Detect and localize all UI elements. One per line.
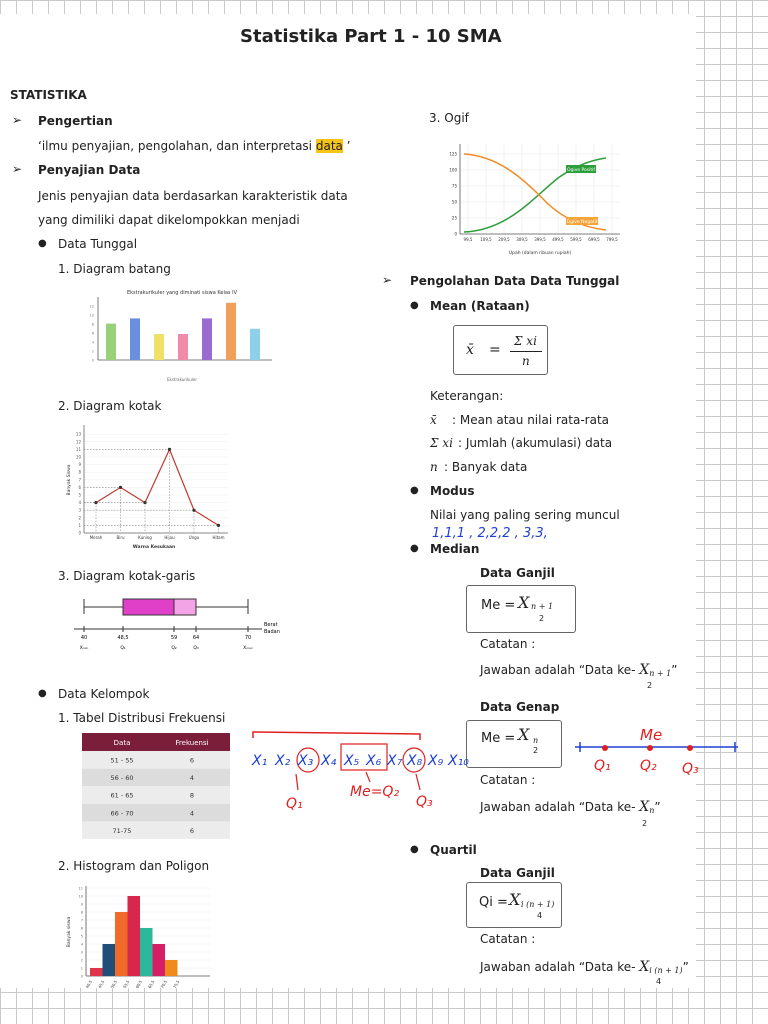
- bullet-icon: ●: [38, 238, 47, 249]
- highlighted-word: data: [315, 139, 343, 153]
- annotation-seq-item: X₂: [275, 753, 291, 769]
- me-genap-x: X: [518, 725, 530, 744]
- histogram-x-tick: 65,5: [146, 979, 156, 988]
- annotation-seq-item: X₉: [428, 753, 444, 769]
- line-chart-y-tick: 3: [78, 507, 81, 513]
- bar-chart-y-tick: 0: [91, 358, 94, 363]
- bar-chart-y-tick: 2: [91, 349, 94, 354]
- table-cell-frekuensi: 6: [189, 826, 195, 835]
- penyajian-line-2: yang dimiliki dapat dikelompokkan menjadi: [38, 213, 300, 227]
- line-chart-y-tick: 10: [75, 454, 81, 460]
- jawaban-genap-den: 2: [642, 819, 648, 828]
- histogram-x-tick: 50,5: [109, 979, 118, 988]
- annotation-seq-item: X₈: [407, 753, 423, 769]
- jawaban-x: X: [639, 959, 650, 975]
- ogive-x-tick: 699,5: [588, 237, 600, 242]
- mean-label: Mean (Rataan): [430, 299, 530, 313]
- line-chart-x-tick: Merah: [89, 535, 103, 540]
- histogram-y-tick: 3: [80, 950, 83, 955]
- histogram-x-tick: 40,5: [84, 979, 93, 988]
- modus-handwriting: 1,1,1 , 2,2,2 , 3,3,: [432, 526, 548, 541]
- annotation-sequence: [251, 753, 469, 769]
- qi-lhs: Qi =: [479, 895, 508, 910]
- ogive-x-tick: 399,5: [534, 237, 546, 242]
- ogive-legend-positive: Ogive Positif: [566, 168, 596, 173]
- jawaban-quartil-den: 4: [656, 977, 662, 986]
- me-ganjil-x: X: [518, 593, 530, 612]
- line-chart-y-tick: 0: [78, 530, 81, 536]
- jawaban-prefix: Jawaban adalah “Data ke-: [480, 960, 640, 974]
- annotation-seq-item: X₄: [321, 753, 337, 769]
- mean-denominator: n: [522, 354, 530, 368]
- annotation-point-q3: [687, 745, 693, 751]
- line-chart-y-tick: 12: [75, 439, 81, 445]
- penyajian-label: Penyajian Data: [38, 163, 141, 177]
- boxplot-side-label: Berat: [264, 622, 278, 628]
- table-cell-frekuensi: 6: [189, 756, 195, 765]
- qi-sub: i (n + 1): [521, 900, 555, 909]
- ogive-x-tick: 599,5: [570, 237, 582, 242]
- histogram-x-tick: 70,5: [159, 979, 168, 988]
- histogram-y-tick: 8: [80, 910, 83, 915]
- table-cell-frekuensi: 4: [189, 809, 195, 818]
- table-header-frekuensi: Frekuensi: [175, 739, 209, 747]
- ket-text-n: : Banyak data: [444, 460, 528, 474]
- bullet-icon: ●: [410, 844, 419, 855]
- histogram-x-tick: 60,5: [134, 979, 143, 988]
- annotation-me-right: Me: [640, 726, 663, 744]
- ogif-label: 3. Ogif: [429, 111, 469, 125]
- ket-text-sum: : Jumlah (akumulasi) data: [458, 436, 613, 450]
- ogive-x-tick: 209,5: [498, 237, 510, 242]
- ogive-y-tick: 100: [449, 167, 457, 173]
- jawaban-sub: i (n + 1): [649, 966, 683, 975]
- arrow-bullet-icon: ➢: [12, 162, 23, 176]
- annotation-q1: Q₁: [286, 796, 303, 812]
- mean-numerator: Σ xi: [514, 334, 537, 348]
- line-chart-y-tick: 13: [75, 431, 81, 437]
- catatan-label: Catatan :: [480, 637, 536, 651]
- ogive-x-tick: 499,5: [552, 237, 564, 242]
- me-genap-sub: n: [533, 736, 539, 745]
- ogive-y-tick: 75: [451, 183, 457, 189]
- penyajian-line-1: Jenis penyajian data berdasarkan karakteristik data: [38, 189, 348, 203]
- line-chart-y-tick: 2: [78, 515, 81, 521]
- annotation-seq-item: X₅: [344, 753, 360, 769]
- item-tabel-distribusi: 1. Tabel Distribusi Frekuensi: [58, 711, 226, 725]
- jawaban-x: X: [639, 662, 650, 678]
- ogive-y-tick: 0: [454, 231, 457, 237]
- boxplot-tick-name: Xₘᵢₙ: [79, 646, 89, 651]
- arrow-bullet-icon: ➢: [382, 273, 393, 287]
- bar-chart-y-tick: 10: [89, 313, 94, 318]
- section-heading: STATISTIKA: [10, 88, 87, 102]
- page-title: Statistika Part 1 - 10 SMA: [240, 26, 502, 47]
- boxplot-tick-value: 48,5: [117, 635, 129, 641]
- boxplot-tick-name: Xₘₐₓ: [243, 646, 253, 651]
- histogram-y-tick: 11: [78, 886, 83, 891]
- histogram-x-tick: 75,5: [171, 979, 181, 988]
- annotation-arrow: [296, 774, 298, 790]
- histogram-y-tick: 10: [78, 894, 83, 899]
- ket-symbol-sum: Σ xi: [430, 436, 453, 450]
- table-cell-frekuensi: 8: [189, 791, 195, 800]
- bar-chart-y-tick: 12: [89, 304, 94, 309]
- annotation-q3-right: Q₃: [682, 761, 699, 777]
- pengertian-close: ’: [342, 139, 351, 153]
- ogive-xlabel: Upah (dalam ribuan rupiah): [508, 251, 572, 256]
- me-ganjil-sub: n + 1: [531, 602, 554, 611]
- jawaban-prefix: Jawaban adalah “Data ke-: [480, 663, 640, 677]
- line-chart-y-tick: 5: [78, 492, 81, 498]
- median-data-genap: Data Genap: [480, 700, 560, 714]
- bar-chart-xlabel: Ekstrakurikuler: [166, 377, 198, 382]
- boxplot-tick-name: Q₁: [120, 646, 126, 651]
- annotation-arrow: [416, 774, 420, 790]
- ogive-y-tick: 125: [449, 151, 457, 157]
- quartil-label: Quartil: [430, 843, 477, 857]
- annotation-seq-item: X₁: [252, 753, 268, 769]
- boxplot-side-label: Badan: [264, 629, 280, 635]
- histogram-y-tick: 2: [80, 958, 83, 963]
- bullet-icon: ●: [410, 543, 419, 554]
- bar-chart-y-tick: 6: [91, 331, 94, 336]
- annotation-seq-item: X₇: [387, 753, 403, 769]
- me-ganjil-lhs: Me =: [481, 598, 516, 613]
- histogram-y-tick: 7: [80, 918, 83, 923]
- boxplot-tick-value: 59: [170, 635, 178, 641]
- qi-den: 4: [537, 911, 543, 920]
- boxplot-tick-value: 64: [192, 635, 200, 641]
- item-diagram-kotak-garis: 3. Diagram kotak-garis: [58, 569, 196, 583]
- jawaban-suffix: ”: [654, 800, 661, 814]
- ogive-y-tick: 25: [451, 215, 457, 221]
- jawaban-suffix: ”: [671, 663, 678, 677]
- bar-chart-title: Ekstrakurikuler yang diminati siswa Kelas IV: [126, 290, 238, 296]
- line-chart-y-tick: 11: [75, 446, 81, 452]
- data-kelompok-label: Data Kelompok: [58, 687, 150, 701]
- jawaban-ganjil-den: 2: [647, 681, 653, 690]
- annotation-q2-right: Q₂: [640, 758, 657, 774]
- arrow-bullet-icon: ➢: [12, 113, 23, 127]
- me-genap-den: 2: [533, 746, 539, 755]
- ket-symbol-mean: x̄: [430, 413, 437, 427]
- data-tunggal-label: Data Tunggal: [58, 237, 138, 251]
- annotation-point-q1: [602, 745, 608, 751]
- line-chart-y-tick: 1: [78, 522, 81, 528]
- jawaban-sub: n + 1: [649, 669, 672, 678]
- histogram-y-tick: 5: [80, 934, 83, 939]
- histogram-y-tick: 9: [80, 902, 83, 907]
- me-ganjil-den: 2: [539, 614, 545, 623]
- line-chart-y-tick: 7: [78, 477, 81, 483]
- bullet-icon: ●: [410, 300, 419, 311]
- line-chart-x-tick: Biru: [116, 535, 125, 540]
- annotation-point-q2: [647, 745, 653, 751]
- line-chart-y-tick: 4: [78, 500, 81, 506]
- ogive-legend-negative: Ogive Negatif: [566, 220, 598, 225]
- pengertian-body: ‘ilmu penyajian, pengolahan, dan interpretasi: [38, 139, 316, 153]
- table-cell-data: 61 - 65: [110, 791, 134, 800]
- pengertian-label: Pengertian: [38, 114, 113, 128]
- histogram-y-tick: 4: [80, 942, 83, 947]
- ogive-y-tick: 50: [451, 199, 457, 205]
- line-chart-x-tick: Kuning: [138, 535, 152, 540]
- line-chart-y-tick: 9: [78, 462, 81, 468]
- median-data-ganjil: Data Ganjil: [480, 566, 555, 580]
- histogram-x-tick: 45,5: [96, 979, 106, 988]
- boxplot-tick-value: 40: [80, 635, 88, 641]
- jawaban-x: X: [639, 799, 650, 815]
- table-cell-frekuensi: 4: [189, 774, 195, 783]
- histogram-y-tick: 1: [80, 966, 83, 971]
- line-chart-x-tick: Hitam: [212, 535, 225, 540]
- bullet-icon: ●: [38, 688, 47, 699]
- histogram-y-tick: 0: [80, 974, 83, 979]
- table-cell-data: 66 - 70: [110, 809, 134, 818]
- ket-text-mean: : Mean atau nilai rata-rata: [452, 413, 609, 427]
- line-chart-x-tick: Ungu: [188, 535, 200, 540]
- line-chart-xlabel: Warna Kesukaan: [132, 545, 176, 550]
- qi-x: X: [509, 890, 521, 909]
- boxplot-tick-name: Q₂: [171, 646, 177, 651]
- bar-chart-y-tick: 8: [91, 322, 94, 327]
- jawaban-sub: n: [649, 806, 655, 815]
- annotation-seq-item: X₃: [298, 753, 314, 769]
- keterangan-label: Keterangan:: [430, 389, 504, 403]
- median-label: Median: [430, 542, 480, 556]
- item-diagram-batang: 1. Diagram batang: [58, 262, 171, 276]
- ogive-x-tick: 109,5: [480, 237, 492, 242]
- boxplot-tick-value: 70: [244, 635, 252, 641]
- annotation-q1-right: Q₁: [594, 758, 611, 774]
- me-genap-lhs: Me =: [481, 731, 516, 746]
- histogram-ylabel: Banyak siswa: [67, 916, 72, 948]
- mean-equals: =: [489, 342, 501, 358]
- ket-symbol-n: n: [430, 460, 438, 474]
- jawaban-prefix: Jawaban adalah “Data ke-: [480, 800, 640, 814]
- bar-chart-y-tick: 4: [91, 340, 94, 345]
- ogive-x-tick: 99,5: [463, 237, 473, 242]
- bullet-icon: ●: [410, 485, 419, 496]
- catatan-label: Catatan :: [480, 773, 536, 787]
- table-cell-data: 56 - 60: [110, 774, 134, 783]
- table-cell-data: 71-75: [112, 826, 132, 835]
- catatan-label: Catatan :: [480, 932, 536, 946]
- boxplot-tick-name: Q₃: [193, 646, 199, 651]
- item-histogram-poligon: 2. Histogram dan Poligon: [58, 859, 210, 873]
- mean-lhs: x̄: [466, 342, 474, 358]
- line-chart-x-tick: Hijau: [164, 535, 175, 540]
- ogive-x-tick: 309,5: [516, 237, 528, 242]
- table-header-data: Data: [113, 739, 131, 747]
- annotation-q3: Q₃: [416, 794, 433, 810]
- annotation-me-q2: Me=Q₂: [350, 784, 400, 800]
- histogram-y-tick: 6: [80, 926, 83, 931]
- item-diagram-kotak: 2. Diagram kotak: [58, 399, 162, 413]
- line-chart-ylabel: Banyak Siswa: [67, 464, 72, 496]
- jawaban-suffix: ”: [682, 960, 689, 974]
- modus-label: Modus: [430, 484, 475, 498]
- annotation-seq-item: X₆: [366, 753, 382, 769]
- line-chart-y-tick: 6: [78, 484, 81, 490]
- ogive-x-tick: 799,5: [606, 237, 618, 242]
- line-chart-y-tick: 8: [78, 469, 81, 475]
- histogram-x-tick: 55,5: [121, 979, 131, 988]
- pengolahan-label: Pengolahan Data Data Tunggal: [410, 274, 620, 288]
- annotation-seq-item: X₁₀: [448, 753, 469, 769]
- modus-text: Nilai yang paling sering muncul: [430, 508, 620, 522]
- table-cell-data: 51 - 55: [110, 756, 134, 765]
- annotation-arrow: [366, 772, 370, 782]
- quartil-data-ganjil: Data Ganjil: [480, 866, 555, 880]
- annotation-bracket: [253, 732, 420, 740]
